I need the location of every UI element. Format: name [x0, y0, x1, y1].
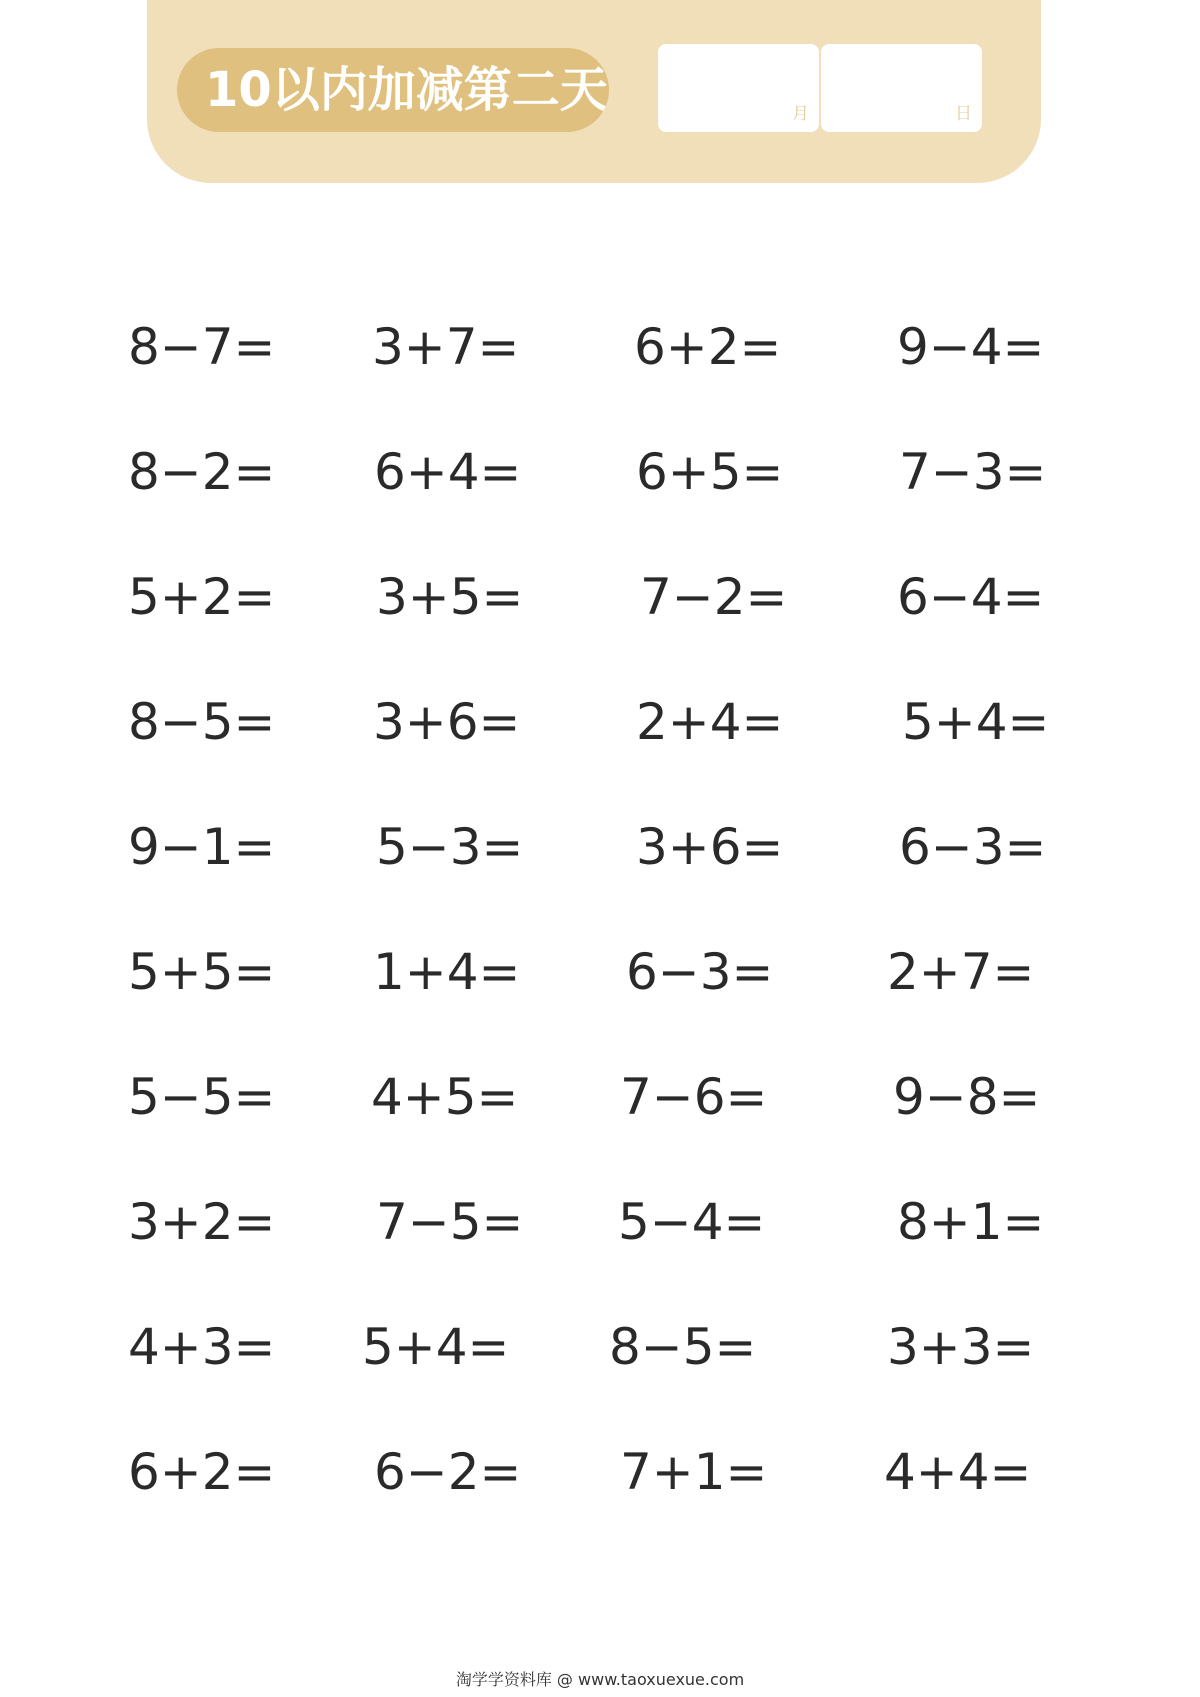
- problem: 6+2=: [634, 318, 782, 376]
- problem: 5+2=: [128, 568, 276, 626]
- problem: 9−4=: [897, 318, 1045, 376]
- problem: 7+1=: [620, 1443, 768, 1501]
- problem: 7−6=: [620, 1068, 768, 1126]
- problem: 3+3=: [887, 1318, 1035, 1376]
- month-label: 月: [792, 104, 809, 124]
- problem: 7−2=: [640, 568, 788, 626]
- problem: 1+4=: [373, 943, 521, 1001]
- problem: 2+7=: [887, 943, 1035, 1001]
- problem: 8−7=: [128, 318, 276, 376]
- problem: 7−5=: [376, 1193, 524, 1251]
- problem: 4+3=: [128, 1318, 276, 1376]
- day-label: 日: [955, 104, 972, 124]
- problem: 3+5=: [376, 568, 524, 626]
- problem: 8−5=: [609, 1318, 757, 1376]
- month-field[interactable]: [658, 44, 819, 132]
- problem: 9−1=: [128, 818, 276, 876]
- problem: 5−4=: [618, 1193, 766, 1251]
- problem: 5−5=: [128, 1068, 276, 1126]
- problem: 6−2=: [374, 1443, 522, 1501]
- problem: 5+4=: [902, 693, 1050, 751]
- footer-watermark: 淘学学资料库 @ www.taoxuexue.com: [455, 1670, 745, 1689]
- problem: 6+4=: [374, 443, 522, 501]
- problem: 3+2=: [128, 1193, 276, 1251]
- problem: 8−2=: [128, 443, 276, 501]
- problem: 9−8=: [893, 1068, 1041, 1126]
- problem: 6+5=: [636, 443, 784, 501]
- problem: 5−3=: [376, 818, 524, 876]
- problem: 3+7=: [372, 318, 520, 376]
- problem: 8+1=: [897, 1193, 1045, 1251]
- problem: 3+6=: [636, 818, 784, 876]
- problem: 5+4=: [362, 1318, 510, 1376]
- worksheet-title: 10以内加减第二天: [177, 48, 609, 132]
- day-field[interactable]: [821, 44, 982, 132]
- problem: 4+5=: [371, 1068, 519, 1126]
- problem: 2+4=: [636, 693, 784, 751]
- problem: 6−3=: [899, 818, 1047, 876]
- problem: 4+4=: [884, 1443, 1032, 1501]
- problem: 3+6=: [373, 693, 521, 751]
- problem: 6−3=: [626, 943, 774, 1001]
- problem: 8−5=: [128, 693, 276, 751]
- problem: 6−4=: [897, 568, 1045, 626]
- problem: 6+2=: [128, 1443, 276, 1501]
- problem: 7−3=: [899, 443, 1047, 501]
- problem: 5+5=: [128, 943, 276, 1001]
